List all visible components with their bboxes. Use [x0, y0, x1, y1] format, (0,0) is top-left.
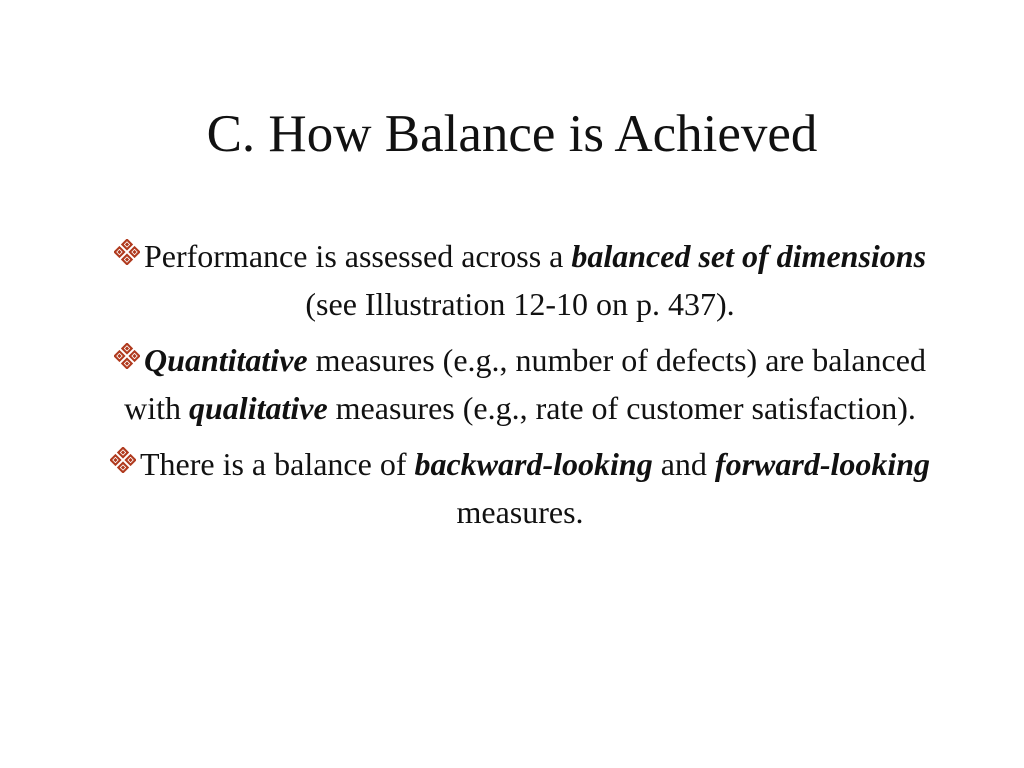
diamond-bullet-icon: [114, 334, 140, 360]
bullet-text-part: and: [652, 446, 715, 482]
bullet-text-part: There is a balance of: [139, 446, 415, 482]
diamond-bullet-icon: [114, 230, 140, 256]
bullet-emphasis: backward-looking: [414, 446, 653, 482]
bullet-text-part: measures.: [456, 494, 584, 530]
bullet-emphasis: qualitative: [189, 390, 328, 426]
slide-title: C. How Balance is Achieved: [206, 105, 818, 163]
bullet-text-part: (see Illustration 12-10 on p. 437).: [305, 286, 735, 322]
bullet-text-part: Performance is assessed across a: [143, 238, 572, 274]
bullet-emphasis: forward-looking: [714, 446, 931, 482]
diamond-bullet-icon: [110, 438, 136, 464]
bullet-text-part: measures (e.g., number of defects) are balanced with: [124, 342, 926, 426]
bullet-list: [100, 230, 940, 542]
bullet-emphasis: Quantitative: [144, 342, 308, 378]
bullet-item: [100, 438, 940, 536]
bullet-text-part: measures (e.g., rate of customer satisfaction).: [327, 390, 916, 426]
bullet-item: [100, 230, 940, 328]
bullet-item: [100, 334, 940, 432]
bullet-emphasis: balanced set of dimensions: [571, 238, 927, 274]
